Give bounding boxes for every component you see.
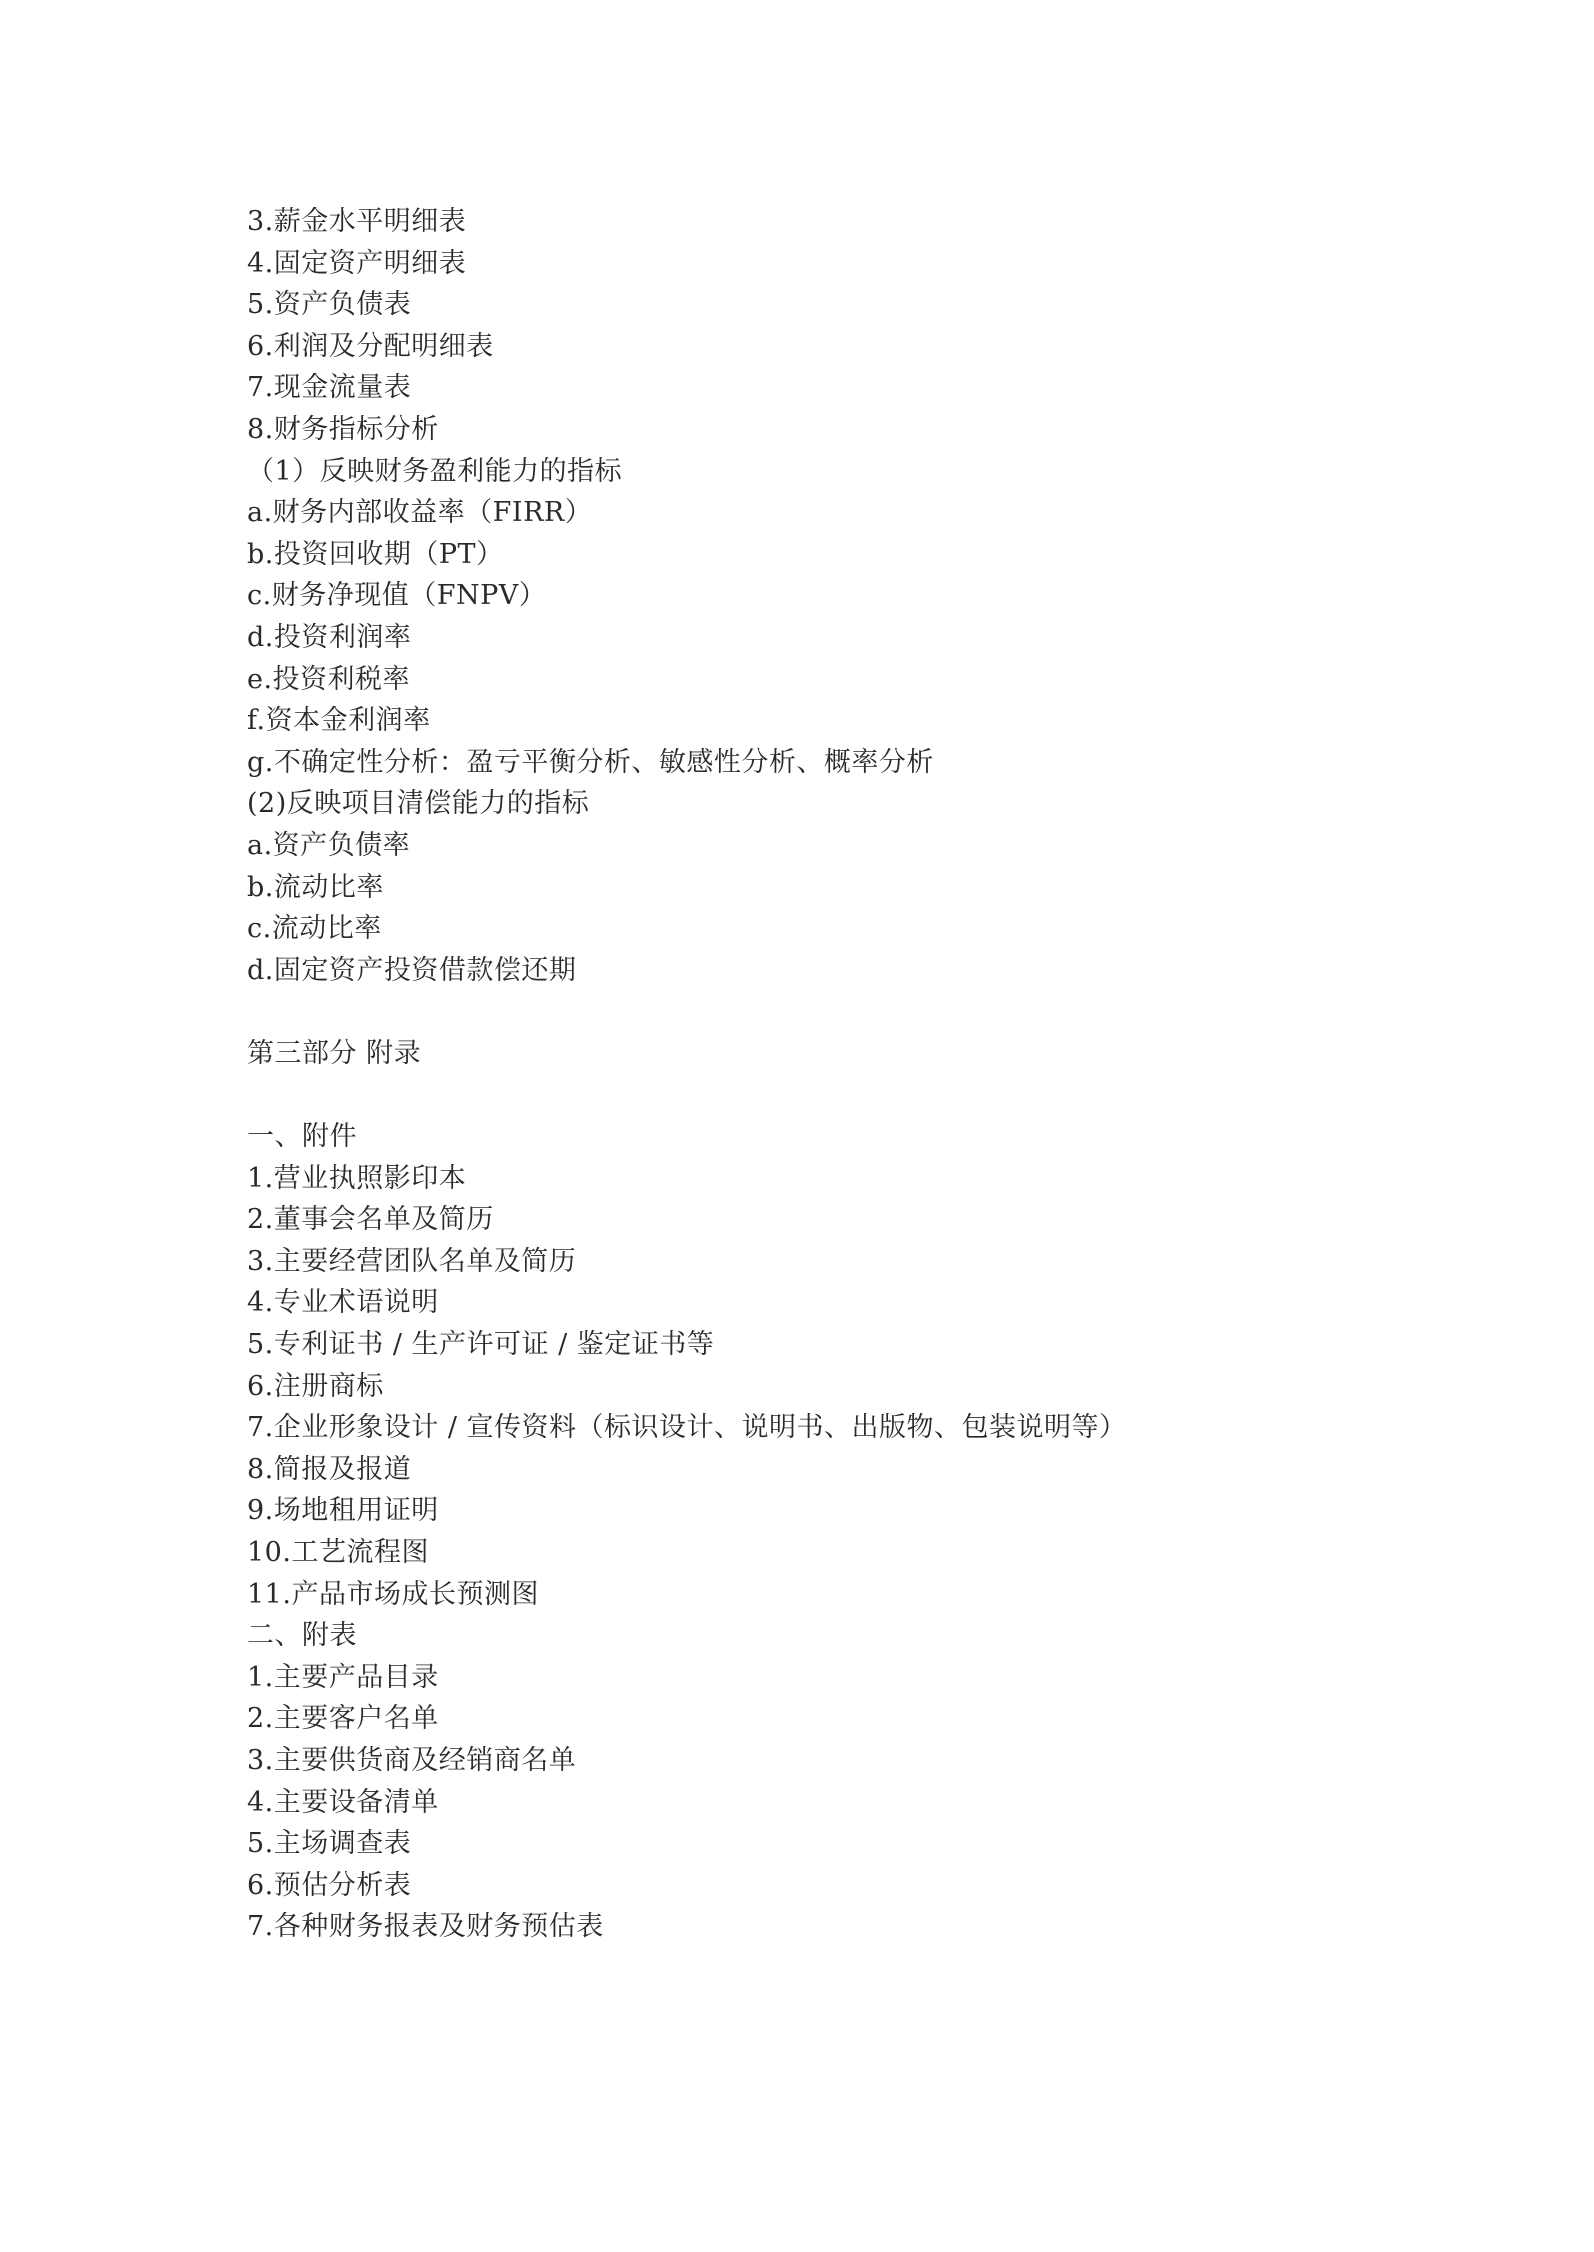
solvency-heading: (2)反映项目清偿能力的指标 [247, 788, 590, 820]
list-item: 1.主要产品目录 [247, 1661, 439, 1693]
list-item: c.财务净现值（FNPV） [247, 580, 547, 612]
list-item: 4.固定资产明细表 [247, 247, 467, 279]
list-item: b.流动比率 [247, 871, 384, 903]
list-item: 2.主要客户名单 [247, 1703, 439, 1735]
list-item: 6.注册商标 [247, 1370, 384, 1402]
document-content [247, 201, 1447, 1948]
list-item: 4.主要设备清单 [247, 1786, 439, 1818]
list-item: d.固定资产投资借款偿还期 [247, 954, 577, 986]
list-item: 6.预估分析表 [247, 1869, 412, 1901]
list-item: a.财务内部收益率（FIRR） [247, 497, 593, 529]
list-item: 3.主要经营团队名单及简历 [247, 1245, 577, 1277]
schedules-heading: 二、附表 [247, 1620, 357, 1652]
list-item: 3.主要供货商及经销商名单 [247, 1744, 577, 1776]
list-item: 9.场地租用证明 [247, 1495, 439, 1527]
list-item: 5.专利证书 / 生产许可证 / 鉴定证书等 [247, 1329, 715, 1361]
list-item: a.资产负债率 [247, 829, 411, 861]
list-item: c.流动比率 [247, 913, 382, 945]
list-item: b.投资回收期（PT） [247, 538, 504, 570]
list-item: 10.工艺流程图 [247, 1537, 429, 1568]
list-item: f.资本金利润率 [247, 705, 431, 737]
list-item: 1.营业执照影印本 [247, 1162, 467, 1194]
list-item: 8.财务指标分析 [247, 413, 439, 445]
attachments-heading: 一、附件 [247, 1121, 357, 1153]
list-item: 8.简报及报道 [247, 1453, 412, 1485]
list-item: 6.利润及分配明细表 [247, 330, 494, 362]
list-item: 5.资产负债表 [247, 289, 412, 321]
list-item: 11.产品市场成长预测图 [247, 1578, 539, 1610]
profitability-heading: （1）反映财务盈利能力的指标 [247, 455, 623, 487]
list-item: 7.各种财务报表及财务预估表 [247, 1911, 604, 1943]
spacer [247, 991, 1447, 1033]
list-item: 7.现金流量表 [247, 372, 412, 404]
list-item: 5.主场调查表 [247, 1828, 412, 1860]
list-item: g.不确定性分析：盈亏平衡分析、敏感性分析、概率分析 [247, 746, 934, 778]
list-item: 2.董事会名单及简历 [247, 1204, 494, 1236]
list-item: 3.薪金水平明细表 [247, 206, 467, 237]
list-item: 4.专业术语说明 [247, 1287, 439, 1319]
section-title: 第三部分 附录 [247, 1037, 422, 1069]
list-item: 7.企业形象设计 / 宣传资料（标识设计、说明书、出版物、包装说明等） [247, 1412, 1127, 1444]
list-item: d.投资利润率 [247, 621, 412, 653]
spacer [247, 1074, 1447, 1116]
list-item: e.投资利税率 [247, 663, 411, 695]
